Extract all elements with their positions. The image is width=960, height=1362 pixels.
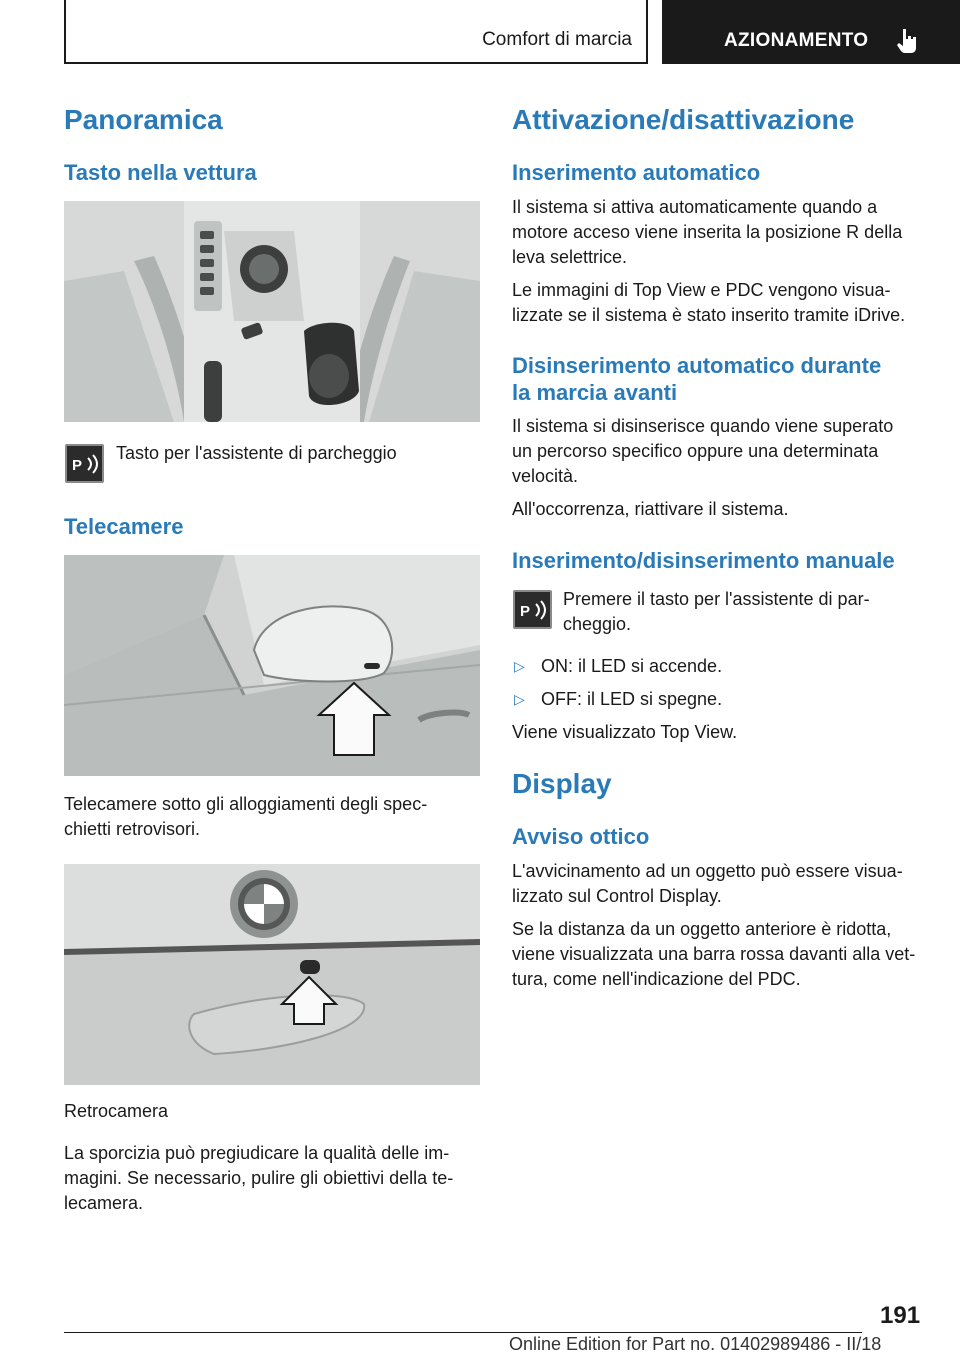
heading-activation: Attivazione/disattivazione: [512, 104, 855, 135]
visual-line-5: tura, come nell'indicazione del PDC.: [512, 969, 801, 989]
console-image: [64, 201, 480, 422]
bullet-triangle-icon: ▷: [514, 658, 525, 674]
bullet-on-text: ON: il LED si accende.: [541, 656, 723, 676]
heading-cameras: Telecamere: [64, 514, 184, 539]
header-section-title: Comfort di marcia: [482, 29, 632, 50]
mirror-caption-line-1: Telecamere sotto gli alloggiamenti degli spec‐: [64, 794, 428, 814]
heading-visual-warning: Avviso ottico: [512, 824, 650, 849]
manual-line-2: cheggio.: [563, 614, 632, 634]
topview-line-2: lizzate se il sistema è stato inserito tramite iDrive.: [512, 305, 906, 325]
manual-line-1: Premere il tasto per l'assistente di par‐: [563, 589, 870, 609]
page-number: 191: [880, 1302, 921, 1329]
footer-divider: [64, 1332, 862, 1333]
heading-auto-off-line-1: Disinserimento automatico durante: [512, 353, 882, 378]
park-assist-button-icon: [65, 444, 104, 483]
rear-camera-image: [64, 864, 480, 1085]
bullet-off-text: OFF: il LED si spegne.: [541, 689, 723, 709]
visual-line-1: L'avvicinamento ad un oggetto può essere visua‐: [512, 861, 903, 881]
mirror-caption-line-2: chietti retrovisori.: [64, 819, 201, 839]
heading-manual: Inserimento/disinserimento manuale: [512, 548, 895, 573]
rear-text-line-1: La sporcizia può pregiudicare la qualità delle im‐: [64, 1143, 450, 1163]
auto-on-line-3: leva selettrice.: [512, 247, 628, 267]
header-chapter-title: AZIONAMENTO: [724, 30, 869, 51]
auto-on-line-1: Il sistema si attiva automaticamente quando a: [512, 197, 878, 217]
rear-text-line-2: magini. Se necessario, pulire gli obiettivi della te‐: [64, 1168, 454, 1188]
heading-auto-on: Inserimento automatico: [512, 160, 761, 185]
visual-line-3: Se la distanza da un oggetto anteriore è ridotta,: [512, 919, 892, 939]
rear-camera-caption: Retrocamera: [64, 1101, 169, 1121]
auto-off-line-3: velocità.: [512, 466, 579, 486]
rear-text-line-3: lecamera.: [64, 1193, 144, 1213]
bullet-triangle-icon: ▷: [514, 691, 525, 707]
heading-display: Display: [512, 768, 612, 799]
park-assist-button-icon-2: [513, 590, 552, 629]
auto-off-line-1: Il sistema si disinserisce quando viene superato: [512, 416, 894, 436]
topview-line-1: Le immagini di Top View e PDC vengono visua‐: [512, 280, 891, 300]
visual-line-2: lizzato sul Control Display.: [512, 886, 722, 906]
reactivate-text: All'occorrenza, riattivare il sistema.: [512, 499, 789, 519]
heading-button-in-car: Tasto nella vettura: [64, 160, 257, 185]
park-button-glyph-2: P: [520, 603, 531, 620]
park-button-glyph: P: [72, 457, 83, 474]
edition-text: Online Edition for Part no. 01402989486 - II/18: [509, 1334, 882, 1354]
header-section-box: [64, 0, 648, 64]
visual-line-4: viene visualizzata una barra rossa davanti alla vet‐: [512, 944, 916, 964]
header-chapter-box: [662, 0, 960, 64]
mirror-camera-image: [64, 555, 480, 776]
button-caption: Tasto per l'assistente di parcheggio: [116, 443, 397, 463]
auto-on-line-2: motore acceso viene inserita la posizione R della: [512, 222, 903, 242]
auto-off-line-2: un percorso specifico oppure una determinata: [512, 441, 879, 461]
heading-auto-off-line-2: la marcia avanti: [512, 380, 678, 405]
heading-overview: Panoramica: [64, 104, 223, 135]
hand-pointer-icon: [897, 27, 919, 58]
topview-shown-text: Viene visualizzato Top View.: [512, 722, 738, 742]
